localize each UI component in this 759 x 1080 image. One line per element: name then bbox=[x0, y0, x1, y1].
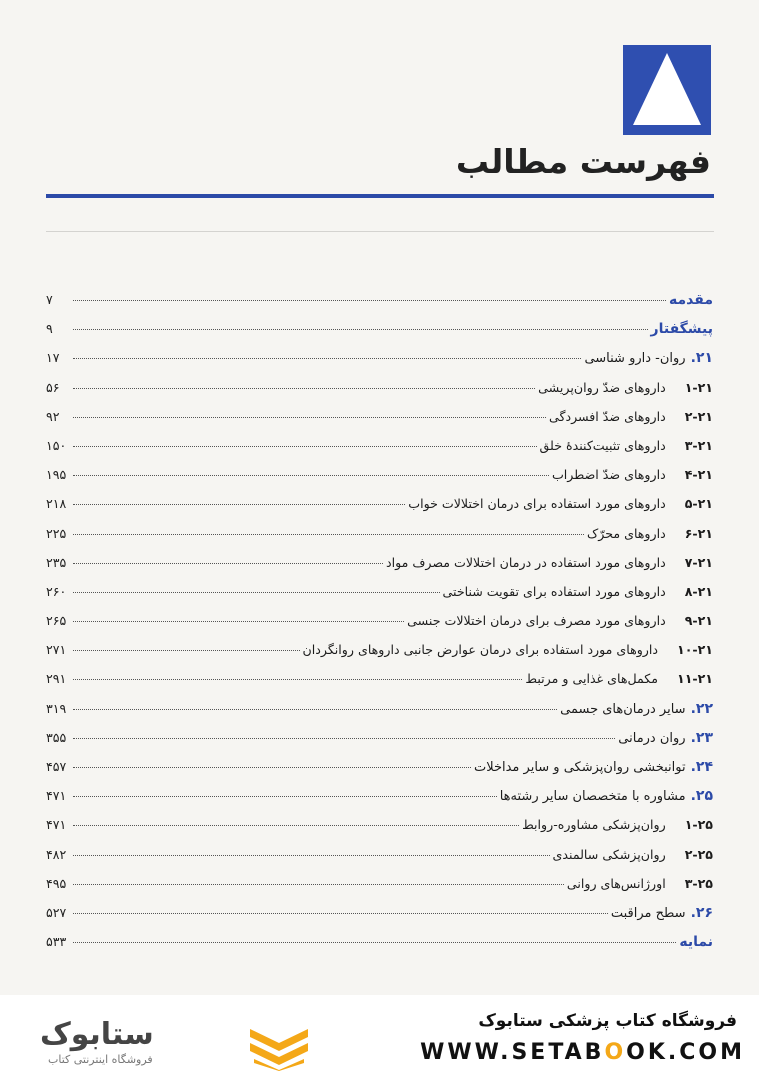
toc-entry[interactable] bbox=[46, 460, 713, 489]
dot-leader bbox=[73, 445, 537, 447]
toc-entry-number: ۱-۲۵ bbox=[684, 817, 713, 833]
toc-entry[interactable] bbox=[46, 577, 713, 606]
table-of-contents bbox=[46, 285, 713, 956]
toc-entry[interactable] bbox=[46, 898, 713, 927]
toc-entry[interactable] bbox=[46, 781, 713, 810]
toc-entry[interactable] bbox=[46, 810, 713, 839]
toc-entry[interactable] bbox=[46, 402, 713, 431]
toc-entry-page: ۹ bbox=[46, 321, 53, 337]
dot-leader bbox=[73, 649, 300, 651]
toc-entry-title: پیشگفتار bbox=[650, 321, 713, 338]
toc-entry-number: ۱۱-۲۱ bbox=[677, 671, 713, 687]
toc-entry-page: ۴۹۵ bbox=[46, 875, 67, 891]
toc-entry-number: .۲۵ bbox=[690, 788, 713, 805]
toc-entry[interactable] bbox=[46, 869, 713, 898]
toc-entry[interactable] bbox=[46, 519, 713, 548]
dot-leader bbox=[73, 795, 497, 797]
title-underline bbox=[46, 194, 714, 198]
toc-entry-title: داروهای ضدّ روان‌پریشی bbox=[538, 379, 666, 395]
dot-leader bbox=[73, 591, 440, 593]
store-name: فروشگاه کتاب پزشکی ستابوک bbox=[478, 1011, 737, 1031]
toc-entry-number: .۲۴ bbox=[690, 759, 713, 775]
toc-entry-number: ۸-۲۱ bbox=[684, 583, 713, 599]
toc-entry[interactable] bbox=[46, 285, 713, 314]
toc-entry-number: ۲-۲۵ bbox=[684, 846, 713, 862]
toc-entry-title: داروهای مورد استفاده در درمان اختلالات مصرف مواد bbox=[385, 554, 666, 570]
dot-leader bbox=[73, 387, 535, 389]
toc-entry[interactable] bbox=[46, 314, 713, 343]
toc-entry-title: مقدمه bbox=[669, 292, 713, 308]
store-logo bbox=[40, 1015, 310, 1073]
dot-leader bbox=[73, 328, 648, 330]
toc-entry-number: ۱-۲۱ bbox=[684, 379, 713, 395]
toc-entry-page: ۵۶ bbox=[46, 379, 60, 395]
page-title: فهرست مطالب bbox=[455, 142, 711, 181]
dot-leader bbox=[73, 678, 522, 680]
toc-entry-title: داروهای مورد استفاده برای درمان اختلالات خواب bbox=[408, 496, 666, 512]
dot-leader bbox=[73, 766, 471, 768]
toc-entry[interactable] bbox=[46, 840, 713, 869]
toc-entry[interactable] bbox=[46, 431, 713, 460]
toc-entry[interactable] bbox=[46, 635, 713, 664]
toc-entry[interactable] bbox=[46, 694, 713, 723]
toc-entry-number: ۳-۲۵ bbox=[684, 875, 713, 891]
dot-leader bbox=[73, 533, 584, 535]
toc-entry-number: .۲۶ bbox=[690, 904, 713, 921]
toc-entry-number: ۳-۲۱ bbox=[684, 437, 713, 453]
toc-entry-title: داروهای تثبیت‌کنندۀ خلق bbox=[539, 437, 666, 453]
toc-entry[interactable] bbox=[46, 343, 713, 372]
toc-entry-number: .۲۳ bbox=[690, 729, 713, 746]
toc-entry-title: روان‌پزشکی مشاوره-روابط bbox=[522, 817, 666, 833]
toc-entry[interactable] bbox=[46, 664, 713, 693]
dot-leader bbox=[73, 912, 608, 914]
toc-entry-title: نمایه bbox=[679, 934, 713, 951]
dot-leader bbox=[73, 941, 676, 943]
toc-entry-title: سایر درمان‌های جسمی bbox=[560, 701, 686, 717]
toc-entry-page: ۵۲۷ bbox=[46, 904, 67, 920]
toc-entry-page: ۵۳۳ bbox=[46, 934, 67, 950]
dot-leader bbox=[73, 562, 383, 564]
toc-entry-title: اورژانس‌های روانی bbox=[566, 875, 666, 891]
toc-entry[interactable] bbox=[46, 548, 713, 577]
toc-entry-page: ۲۶۵ bbox=[46, 613, 67, 629]
toc-entry-page: ۴۸۲ bbox=[46, 846, 67, 862]
toc-entry-page: ۱۹۵ bbox=[46, 467, 67, 483]
toc-entry-number: ۶-۲۱ bbox=[684, 525, 713, 541]
dot-leader bbox=[73, 416, 546, 418]
dot-leader bbox=[73, 708, 557, 710]
chapter-logo-icon bbox=[623, 45, 711, 135]
toc-entry-title: داروهای ضدّ اضطراب bbox=[551, 467, 666, 483]
toc-entry-number: ۹-۲۱ bbox=[684, 613, 713, 629]
toc-entry-page: ۴۷۱ bbox=[46, 817, 67, 833]
url-part: WWW.SETAB bbox=[420, 1040, 605, 1065]
toc-entry-page: ۳۱۹ bbox=[46, 700, 67, 716]
toc-entry-title: روان درمانی bbox=[618, 730, 686, 746]
dot-leader bbox=[73, 737, 615, 739]
toc-entry-page: ۲۹۱ bbox=[46, 671, 67, 687]
url-part: OK.COM bbox=[626, 1040, 745, 1065]
toc-entry-page: ۴۵۷ bbox=[46, 759, 67, 774]
toc-entry-number: ۷-۲۱ bbox=[684, 554, 713, 570]
toc-entry-number: .۲۲ bbox=[690, 700, 713, 717]
dot-leader bbox=[73, 854, 550, 856]
toc-entry-page: ۹۲ bbox=[46, 408, 60, 424]
toc-entry-title: توانبخشی روان‌پزشکی و سایر مداخلات bbox=[473, 760, 686, 775]
toc-entry[interactable] bbox=[46, 723, 713, 752]
toc-entry[interactable] bbox=[46, 373, 713, 402]
toc-entry[interactable] bbox=[46, 606, 713, 635]
book-stack-icon bbox=[250, 1023, 308, 1075]
dot-leader bbox=[73, 620, 404, 622]
toc-entry-title: مشاوره با متخصصان سایر رشته‌ها bbox=[499, 789, 686, 805]
dot-leader bbox=[73, 883, 564, 885]
toc-entry[interactable] bbox=[46, 489, 713, 518]
store-url[interactable] bbox=[420, 1040, 745, 1065]
toc-entry-page: ۱۵۰ bbox=[46, 437, 67, 453]
dot-leader bbox=[73, 474, 549, 476]
toc-entry[interactable] bbox=[46, 927, 713, 956]
toc-entry-page: ۳۵۵ bbox=[46, 729, 67, 745]
toc-entry-page: ۱۷ bbox=[46, 350, 60, 366]
url-part-accent: O bbox=[604, 1040, 627, 1065]
logo-wordmark: ستابوک bbox=[40, 1017, 154, 1052]
toc-entry-page: ۲۷۱ bbox=[46, 642, 67, 658]
toc-entry-page: ۴۷۱ bbox=[46, 788, 67, 804]
toc-entry-title: داروهای محرّک bbox=[586, 525, 666, 541]
toc-entry-title: داروهای مورد استفاده برای درمان عوارض جانبی داروهای روانگردان bbox=[302, 642, 659, 658]
toc-entry-title: روان‌پزشکی سالمندی bbox=[552, 846, 666, 862]
toc-entry-title: سطح مراقبت bbox=[610, 905, 686, 921]
dot-leader bbox=[73, 824, 519, 826]
toc-entry-number: ۲-۲۱ bbox=[684, 408, 713, 424]
toc-entry-title: روان- دارو شناسی bbox=[584, 351, 686, 367]
toc-entry-page: ۲۶۰ bbox=[46, 583, 67, 599]
toc-entry-title: مکمل‌های غذایی و مرتبط bbox=[525, 671, 659, 687]
toc-entry-page: ۲۲۵ bbox=[46, 525, 67, 541]
toc-entry-title: داروهای ضدّ افسردگی bbox=[548, 408, 666, 424]
toc-entry-number: ۴-۲۱ bbox=[684, 467, 713, 483]
toc-entry-page: ۲۳۵ bbox=[46, 554, 67, 570]
dot-leader bbox=[73, 357, 581, 359]
dot-leader bbox=[73, 299, 666, 301]
toc-entry-page: ۲۱۸ bbox=[46, 496, 67, 512]
toc-entry-title: داروهای مورد استفاده برای تقویت شناختی bbox=[442, 583, 666, 599]
logo-subtitle: فروشگاه اینترنتی کتاب bbox=[48, 1053, 153, 1066]
dot-leader bbox=[73, 503, 405, 505]
toc-entry-number: .۲۱ bbox=[690, 350, 713, 367]
toc-entry-number: ۵-۲۱ bbox=[684, 496, 713, 512]
toc-entry[interactable] bbox=[46, 752, 713, 781]
toc-entry-title: داروهای مورد مصرف برای درمان اختلالات جنسی bbox=[407, 613, 666, 629]
divider bbox=[46, 231, 714, 232]
toc-entry-page: ۷ bbox=[46, 292, 53, 307]
toc-entry-number: ۱۰-۲۱ bbox=[677, 642, 713, 658]
